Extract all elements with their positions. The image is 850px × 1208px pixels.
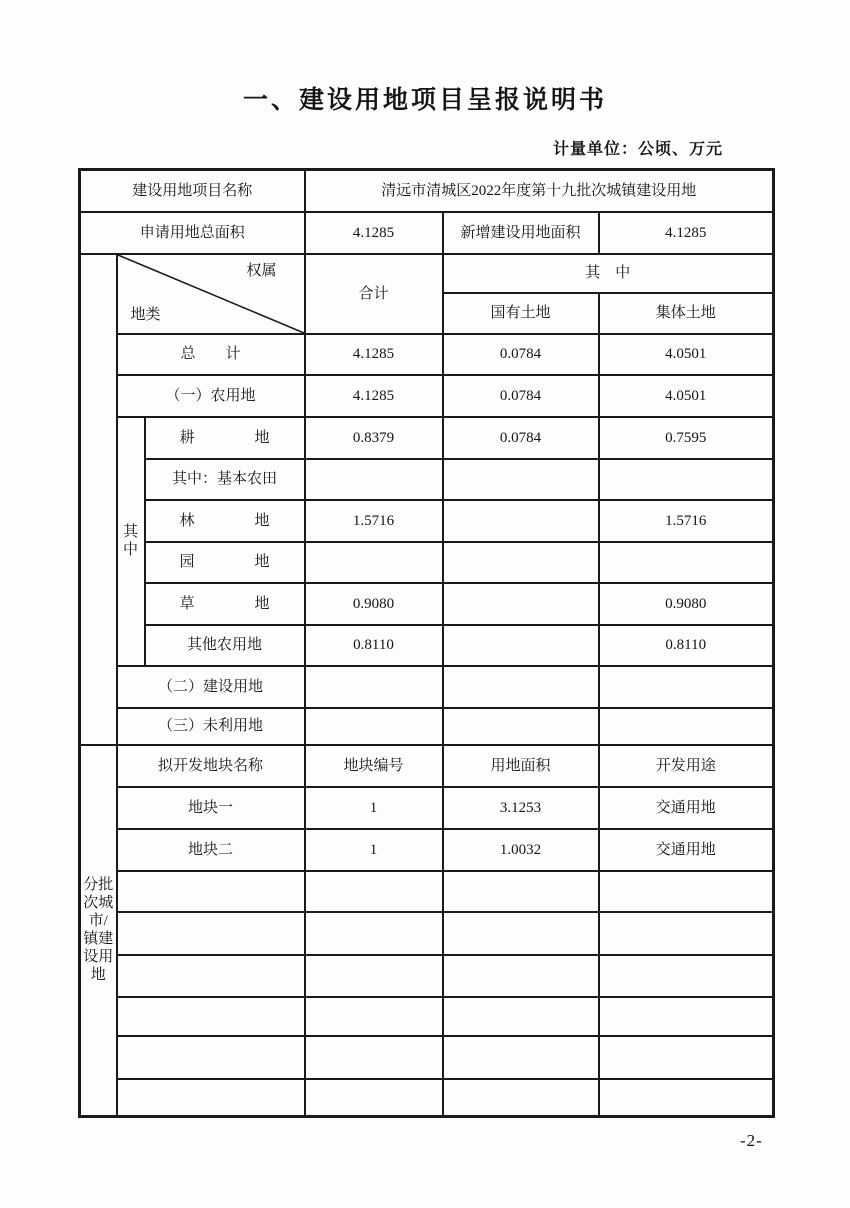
page-number: -2- bbox=[740, 1131, 763, 1150]
parcel-header-name: 拟开发地块名称 bbox=[117, 745, 305, 787]
col-header-total: 合计 bbox=[305, 254, 443, 334]
parcel-code: 1 bbox=[305, 829, 443, 871]
land-row-state: 0.0784 bbox=[443, 417, 599, 459]
table-row bbox=[80, 583, 774, 625]
land-row-collective bbox=[599, 666, 774, 708]
land-row-label: 其他农用地 bbox=[145, 625, 305, 666]
land-row-collective bbox=[599, 542, 774, 583]
land-row-total: 0.8379 bbox=[305, 417, 443, 459]
land-row-total: 4.1285 bbox=[305, 375, 443, 417]
batch-section-vertical-label: 分批次城市/镇建设用地 bbox=[80, 745, 117, 1117]
table-row bbox=[80, 625, 774, 666]
table-row bbox=[80, 500, 774, 542]
parcel-header-use: 开发用途 bbox=[599, 745, 774, 787]
table-row bbox=[80, 417, 774, 459]
land-row-total bbox=[305, 708, 443, 745]
land-row-label: （三）未利用地 bbox=[117, 708, 305, 745]
project-name-label: 建设用地项目名称 bbox=[80, 170, 305, 212]
col-header-collective-land: 集体土地 bbox=[599, 293, 774, 334]
landclass-left-spacer bbox=[80, 254, 117, 745]
parcel-area: 1.0032 bbox=[443, 829, 599, 871]
land-row-collective: 0.9080 bbox=[599, 583, 774, 625]
table-row bbox=[80, 666, 774, 708]
table-row bbox=[80, 708, 774, 745]
new-area-value: 4.1285 bbox=[599, 212, 774, 254]
among-vertical-label: 其中 bbox=[117, 417, 145, 666]
land-row-label: 草 地 bbox=[145, 583, 305, 625]
parcel-header-code: 地块编号 bbox=[305, 745, 443, 787]
land-row-state bbox=[443, 500, 599, 542]
diagonal-label-landtype: 地类 bbox=[130, 306, 161, 323]
diagonal-header-cell bbox=[117, 254, 305, 334]
page-title: 一、建设用地项目呈报说明书 bbox=[242, 86, 607, 114]
land-row-total bbox=[305, 666, 443, 708]
land-row-collective: 0.8110 bbox=[599, 625, 774, 666]
parcel-empty-row bbox=[80, 955, 774, 997]
land-row-state: 0.0784 bbox=[443, 334, 599, 375]
land-form-table bbox=[78, 168, 775, 1118]
project-name-value: 清远市清城区2022年度第十九批次城镇建设用地 bbox=[305, 170, 774, 212]
land-row-total: 4.1285 bbox=[305, 334, 443, 375]
unit-note: 计量单位：公顷、万元 bbox=[552, 141, 723, 158]
land-row-total bbox=[305, 542, 443, 583]
parcel-name: 地块二 bbox=[117, 829, 305, 871]
land-row-label: （二）建设用地 bbox=[117, 666, 305, 708]
land-row-label: 耕 地 bbox=[145, 417, 305, 459]
land-row-state bbox=[443, 583, 599, 625]
parcel-use: 交通用地 bbox=[599, 829, 774, 871]
land-row-collective: 1.5716 bbox=[599, 500, 774, 542]
land-row-state bbox=[443, 666, 599, 708]
land-row-label: 其中：基本农田 bbox=[145, 459, 305, 500]
parcel-empty-row bbox=[80, 997, 774, 1036]
land-row-collective: 4.0501 bbox=[599, 334, 774, 375]
land-row-state bbox=[443, 542, 599, 583]
land-row-state: 0.0784 bbox=[443, 375, 599, 417]
land-row-state bbox=[443, 625, 599, 666]
table-row bbox=[80, 542, 774, 583]
land-row-label: 林 地 bbox=[145, 500, 305, 542]
diagonal-label-ownership: 权属 bbox=[246, 262, 277, 279]
parcel-empty-row bbox=[80, 871, 774, 912]
land-row-label: 园 地 bbox=[145, 542, 305, 583]
parcel-use: 交通用地 bbox=[599, 787, 774, 829]
total-area-label: 申请用地总面积 bbox=[80, 212, 305, 254]
table-row bbox=[80, 254, 774, 293]
land-row-collective: 0.7595 bbox=[599, 417, 774, 459]
col-header-among: 其 中 bbox=[443, 254, 774, 293]
land-row-collective bbox=[599, 459, 774, 500]
table-row bbox=[80, 334, 774, 375]
parcel-header-area: 用地面积 bbox=[443, 745, 599, 787]
land-row-total bbox=[305, 459, 443, 500]
parcel-empty-row bbox=[80, 1036, 774, 1079]
table-row bbox=[80, 212, 774, 254]
new-area-label: 新增建设用地面积 bbox=[443, 212, 599, 254]
table-row bbox=[80, 459, 774, 500]
parcel-empty-row bbox=[80, 912, 774, 955]
land-row-label: 总 计 bbox=[117, 334, 305, 375]
table-row bbox=[80, 787, 774, 829]
land-row-total: 0.9080 bbox=[305, 583, 443, 625]
land-row-state bbox=[443, 708, 599, 745]
land-row-collective bbox=[599, 708, 774, 745]
table-row bbox=[80, 745, 774, 787]
parcel-code: 1 bbox=[305, 787, 443, 829]
land-row-collective: 4.0501 bbox=[599, 375, 774, 417]
land-row-total: 0.8110 bbox=[305, 625, 443, 666]
col-header-state-land: 国有土地 bbox=[443, 293, 599, 334]
land-row-label: （一）农用地 bbox=[117, 375, 305, 417]
parcel-area: 3.1253 bbox=[443, 787, 599, 829]
parcel-name: 地块一 bbox=[117, 787, 305, 829]
land-row-state bbox=[443, 459, 599, 500]
table-row bbox=[80, 829, 774, 871]
parcel-empty-row bbox=[80, 1079, 774, 1117]
total-area-value: 4.1285 bbox=[305, 212, 443, 254]
land-row-total: 1.5716 bbox=[305, 500, 443, 542]
table-row bbox=[80, 170, 774, 212]
table-row bbox=[80, 375, 774, 417]
